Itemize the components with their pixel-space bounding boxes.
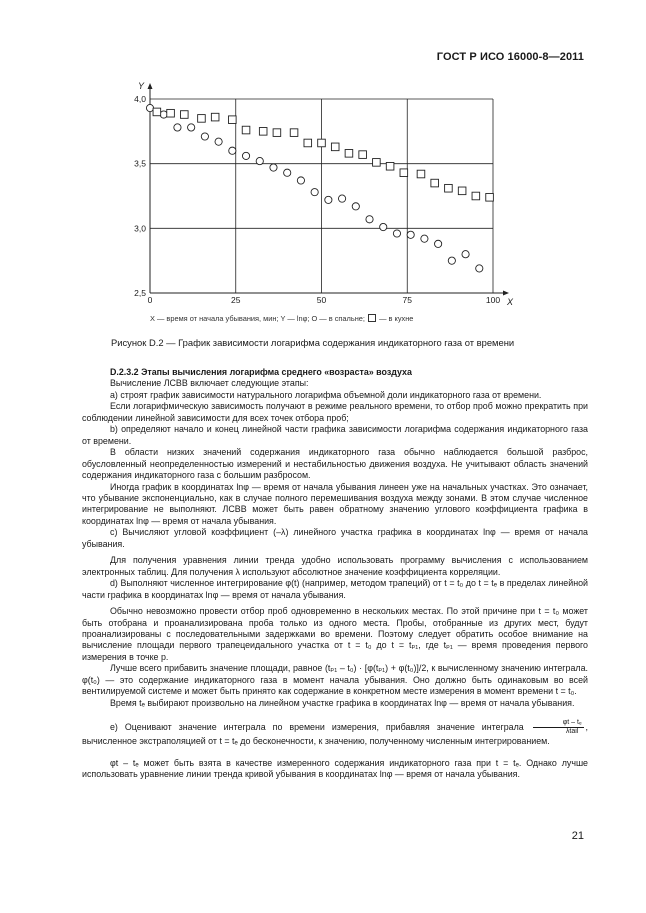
x-tick-label: 75 <box>402 295 412 305</box>
circle-point <box>146 104 153 111</box>
square-marker-icon <box>368 314 376 322</box>
circle-point <box>229 147 236 154</box>
x-tick-label: 25 <box>231 295 241 305</box>
section-title: D.2.3.2 Этапы вычисления логарифма среднего «возраста» воздуха <box>110 367 412 377</box>
square-point <box>458 187 466 195</box>
circle-point <box>476 265 483 272</box>
square-point <box>318 139 326 147</box>
paragraph: c) Вычисляют угловой коэффициент (–λ) линейного участка графика в координатах lnφ — время от начала убывания. <box>82 527 588 549</box>
paragraph: Время tₑ выбирают произвольно на линейном участке графика в координатах lnφ — время от начала убывания. <box>110 697 575 708</box>
paragraph: Для получения уравнения линии тренда удобно использовать программу вычисления с использованием электронных таблиц. Для получения λ используют абсолютное значение коэффициента корреляции. <box>82 555 588 577</box>
chart-legend <box>150 314 413 323</box>
circle-point <box>421 235 428 242</box>
square-point <box>181 111 189 119</box>
x-tick-label: 50 <box>316 295 327 305</box>
square-point <box>431 179 439 187</box>
circle-point <box>435 240 442 247</box>
legend-text: X — время от начала убывания, мин; Y — lnφ; O — в спальне; <box>150 314 365 323</box>
paragraph: Иногда график в координатах lnφ — время от начала убывания линеен уже на начальных участках. Это означает, что убывание экспоненциально, как в случае полного перемешивания воздуха между зонами. В этом случае численное интегрирование не выполняют. ЛСВВ может быть равен обратному значению углового коэффициента графика в координатах lnφ — время от начала убывания. <box>82 481 588 526</box>
x-axis-letter: X <box>507 297 514 307</box>
circle-point <box>352 203 359 210</box>
x-arrow-icon <box>503 291 509 296</box>
circle-point <box>270 164 277 171</box>
square-point <box>198 115 206 123</box>
page-number: 21 <box>571 830 584 842</box>
paragraph-formula <box>82 719 588 747</box>
square-point <box>273 129 281 137</box>
square-point <box>445 184 453 192</box>
legend-square-text: — в кухне <box>379 314 414 323</box>
paragraph: а) строят график зависимости натурального логарифма объемной доли индикаторного газа от времени. <box>110 389 542 400</box>
y-tick-label: 3,5 <box>134 158 146 169</box>
text-fragment: е) Оценивают значение интеграла по времени измерения, прибавляя значение интеграла <box>110 721 524 732</box>
square-point <box>345 150 353 158</box>
paragraph: Если логарифмическую зависимость получают в режиме реального времени, то отбор проб можно прекратить при соблюдении линейной зависимости для всех точек отбора проб; <box>82 401 588 423</box>
square-point <box>290 129 298 137</box>
square-point <box>373 159 381 167</box>
circle-point <box>462 251 469 258</box>
square-point <box>259 128 267 136</box>
square-point <box>153 108 161 116</box>
fraction-numerator: φt – tₑ <box>533 719 584 728</box>
square-point <box>400 169 408 177</box>
square-point <box>386 162 394 170</box>
square-point <box>472 192 480 200</box>
circle-point <box>311 189 318 196</box>
y-tick-label: 2,5 <box>134 288 146 298</box>
x-tick-label: 100 <box>485 295 501 305</box>
circle-point <box>393 230 400 237</box>
circle-point <box>448 257 455 264</box>
paragraph: Обычно невозможно провести отбор проб одновременно в нескольких местах. По этой причине при t = t₀ может быть отобрана и проанализирована проба только из одного места. Пробы, отобранные из других мест, будут проанализированы с последовательными задержками во времени. Поэтому следует обратить особое внимание на вычисление площади первого трапецеидального участка от t = t₀ до t = tₚ₁, где tₚ₁ — время проведения первого измерения в точке p. <box>82 606 588 662</box>
y-tick-label: 4,0 <box>134 94 146 104</box>
circle-point <box>256 157 263 164</box>
integral-fraction <box>533 719 584 736</box>
square-point <box>331 143 339 151</box>
square-point <box>211 113 219 121</box>
circle-point <box>174 124 181 131</box>
chart-axes <box>138 81 514 307</box>
paragraph <box>82 758 588 781</box>
circle-point <box>188 124 195 131</box>
figure-caption: Рисунок D.2 — График зависимости логарифма содержания индикаторного газа от времени <box>111 337 515 348</box>
square-point <box>229 116 237 124</box>
body-text <box>82 367 588 781</box>
chart-marks <box>146 104 493 272</box>
circle-point <box>325 196 332 203</box>
circle-point <box>338 195 345 202</box>
square-point <box>242 126 250 134</box>
square-point <box>417 170 425 178</box>
x-tick-label: 0 <box>147 295 153 305</box>
phi-symbol: φt – tₑ <box>110 757 139 768</box>
paragraph: Лучше всего прибавить значение площади, равное (tₚ₁ – t₀) · [φ(tₚ₁) + φ(t₀)]/2, к вычисленному значению интеграла. φ(t₀) — это содержание индикаторного газа в момент начала убывания. Оно должно быть одинаковым во всей вентилируемой системе и может быть принято как содержание в конкретном месте измерения в момент времени t = t₀. <box>82 663 588 697</box>
square-point <box>486 193 494 201</box>
square-point <box>304 139 312 147</box>
y-axis-letter: Y <box>138 81 145 91</box>
circle-point <box>215 138 222 145</box>
paragraph: b) определяют начало и конец линейной части графика зависимости логарифма содержания индикаторного газа от времени. <box>82 424 588 446</box>
paragraph: В области низких значений содержания индикаторного газа обычно наблюдается большой разброс, обусловленный неопределенностью измерений и нестабильностью движения воздуха. Не учитывают область значений содержания индикаторного газа с большим разбросом. <box>82 447 588 481</box>
circle-point <box>380 223 387 230</box>
text-fragment: , вычисленное экстраполяцией от t = tₑ до бесконечности, к значению, полученному численным интегрированием. <box>82 721 589 747</box>
paragraph: d) Выполняют численное интегрирование φ(t) (например, методом трапеций) от t = t₀ до t = tₑ в пределах линейной части графика в координатах lnφ — время от начала убывания. <box>82 578 588 600</box>
chart-grid <box>150 99 493 293</box>
circle-point <box>297 177 304 184</box>
circle-point <box>407 231 414 238</box>
circle-point <box>242 152 249 159</box>
circle-point <box>366 216 373 223</box>
decay-chart <box>0 0 646 330</box>
square-point <box>359 151 367 159</box>
circle-point <box>160 111 167 118</box>
paragraph: Вычисление ЛСВВ включает следующие этапы: <box>110 378 309 389</box>
text-fragment: может быть взята в качестве измеренного содержания индикаторного газа при t = tₑ. Однако лучше использовать уравнение линии тренда кривой убывания в координатах lnφ — время от начала убывания. <box>82 757 588 780</box>
y-tick-label: 3,0 <box>134 223 146 234</box>
standard-header: ГОСТ Р ИСО 16000-8—2011 <box>436 51 584 63</box>
circle-point <box>201 133 208 140</box>
square-point <box>167 109 175 117</box>
y-arrow-icon <box>148 83 153 89</box>
fraction-denominator: λtail <box>565 728 579 736</box>
circle-point <box>284 169 291 176</box>
